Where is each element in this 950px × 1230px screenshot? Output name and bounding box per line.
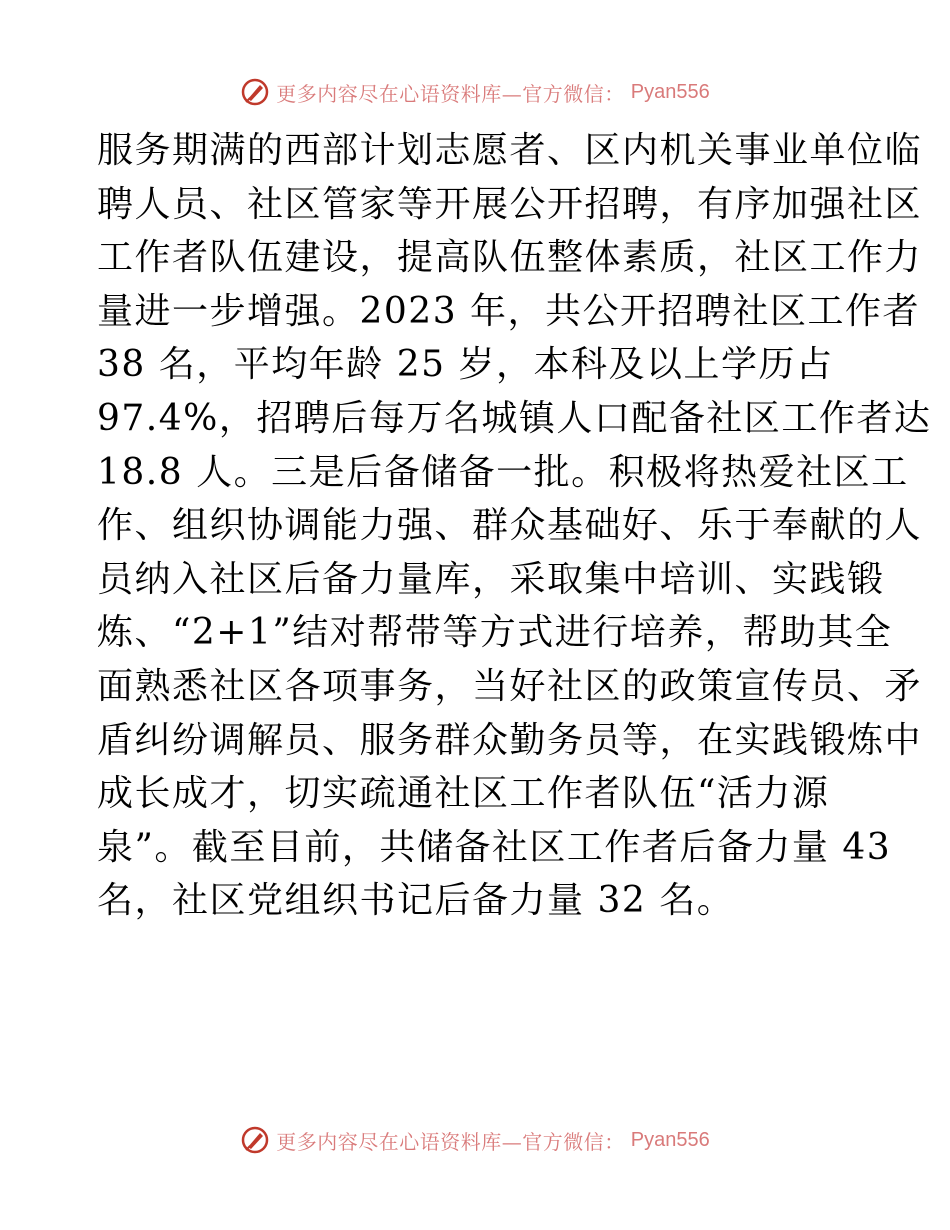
body-line: 97.4%，招聘后每万名城镇人口配备社区工作者达 bbox=[97, 397, 932, 439]
feather-pen-seal-icon bbox=[240, 1125, 270, 1155]
body-line: 泉”。截至目前，共储备社区工作者后备力量 43 bbox=[97, 826, 892, 868]
body-line: 38 名，平均年龄 25 岁，本科及以上学历占 bbox=[97, 344, 834, 386]
body-line: 面熟悉社区各项事务，当好社区的政策宣传员、矛 bbox=[97, 665, 923, 707]
document-body bbox=[97, 124, 932, 928]
body-line: 聘人员、社区管家等开展公开招聘，有序加强社区 bbox=[97, 183, 923, 225]
body-line: 量进一步增强。2023 年，共公开招聘社区工作者 bbox=[97, 290, 921, 332]
header-watermark-handle: Pyan556 bbox=[630, 80, 710, 103]
footer-watermark bbox=[0, 1120, 950, 1160]
footer-watermark-handle: Pyan556 bbox=[630, 1128, 710, 1151]
footer-watermark-text: 更多内容尽在心语资料库—官方微信： bbox=[276, 1129, 625, 1154]
body-line: 作、组织协调能力强、群众基础好、乐于奉献的人 bbox=[97, 505, 923, 547]
body-line: 工作者队伍建设，提高队伍整体素质，社区工作力 bbox=[97, 237, 923, 279]
body-line: 员纳入社区后备力量库，采取集中培训、实践锻 bbox=[97, 558, 885, 600]
header-watermark bbox=[0, 72, 950, 112]
body-line: 服务期满的西部计划志愿者、区内机关事业单位临 bbox=[97, 130, 923, 171]
body-line: 盾纠纷调解员、服务群众勤务员等，在实践锻炼中 bbox=[97, 719, 923, 761]
body-line: 成长成才，切实疏通社区工作者队伍“活力源 bbox=[97, 773, 830, 815]
body-line: 炼、“2+1”结对帮带等方式进行培养，帮助其全 bbox=[97, 612, 893, 654]
feather-pen-seal-icon bbox=[240, 77, 270, 107]
body-line: 名，社区党组织书记后备力量 32 名。 bbox=[97, 880, 735, 922]
header-watermark-text: 更多内容尽在心语资料库—官方微信： bbox=[276, 81, 625, 106]
body-line: 18.8 人。三是后备储备一批。积极将热爱社区工 bbox=[97, 451, 909, 493]
